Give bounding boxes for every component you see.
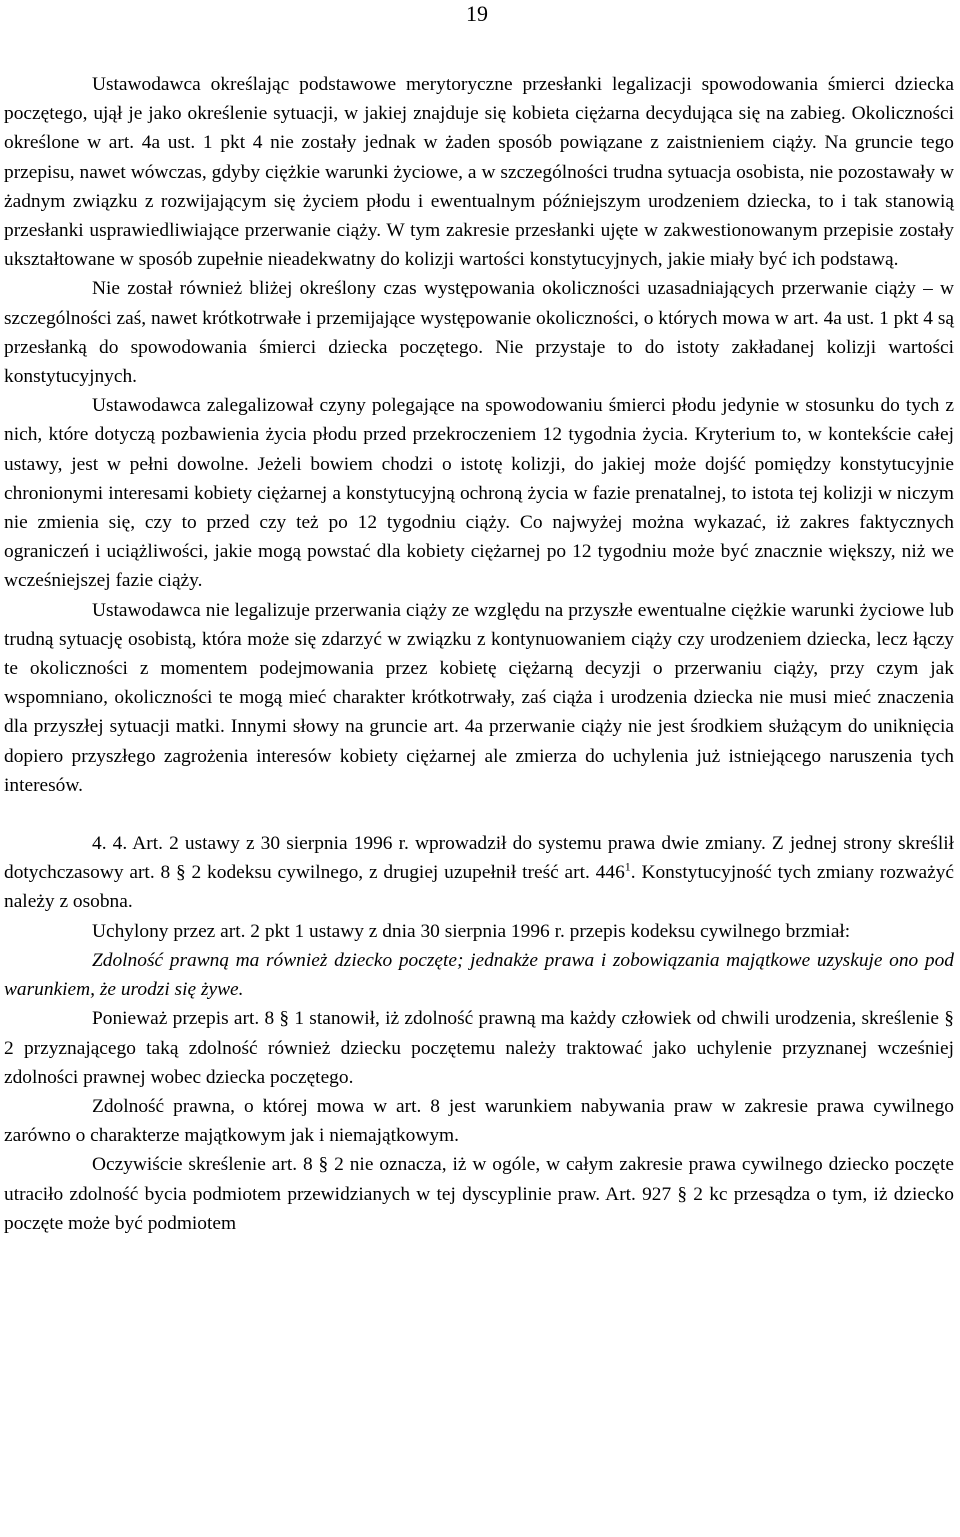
paragraph: Nie został również bliżej określony czas występowania okoliczności uzasadniających przerwanie ciąży – w szczególności zaś, nawet krótkotrwałe i przemijające występowanie okoliczności, o których mowa w art. 4a ust. 1 pkt 4 są przesłanką do spowodowania śmierci dziecka poczętego. Nie przystaje to do istoty zakładanej kolizji wartości konstytucyjnych. xyxy=(4,278,954,388)
section-4-4-text-end: . Konstytucyjność tych zmiany rozważyć należy z osobna. xyxy=(4,862,955,913)
paragraph: Ustawodawca określając podstawowe merytoryczne przesłanki legalizacji spowodowania śmierci dziecka poczętego, ujął je jako określenie sytuacji, w jakiej znajduje się kobieta ciężarna decydująca się na zabieg. Okoliczności określone w art. 4a ust. 1 pkt 4 nie zostały jednak w żaden sposób powiązane z zaistnieniem ciąży. Na gruncie tego przepisu, nawet wówczas, gdyby ciężkie warunki życiowe, a w szczególności trudna sytuacja osobista, nie pozostawały w żadnym związku z rozwijającym się życiem płodu i ewentualnym późniejszym urodzeniem dziecka, to i tak stanowią przesłanki usprawiedliwiające przerwanie ciąży. W tym zakresie przesłanki ujęte w zakwestionowanym przepisie zostały ukształtowane w sposób zupełnie nieadekwatny do kolizji wartości konstytucyjnych, jakie miały być ich podstawą. xyxy=(4,74,954,271)
paragraph: Ustawodawca nie legalizuje przerwania ciąży ze względu na przyszłe ewentualne ciężkie warunki życiowe lub trudną sytuację osobistą, która może się zdarzyć w związku z kontynuowaniem ciąży czy urodzeniem dziecka, lecz łączy te okoliczności z momentem podejmowania przez kobietę ciężarną decyzji o przerwaniu ciąży, przy czym jak wspomniano, okoliczności te mogą mieć charakter krótkotrwały, zaś ciąża i urodzenia dziecka nie musi mieć znaczenia dla przyszłej sytuacji matki. Innymi słowy na gruncie art. 4a przerwanie ciąży nie jest środkiem służącym do uniknięcia dopiero przyszłego zagrożenia interesów kobiety ciężarnej ale zmierza do uchylenia już istniejącego naruszenia tych interesów. xyxy=(4,599,954,796)
paragraph: Uchylony przez art. 2 pkt 1 ustawy z dnia 30 sierpnia 1996 r. przepis kodeksu cywilnego brzmiał: xyxy=(92,920,851,942)
quoted-provision: Zdolność prawną ma również dziecko poczęte; jednakże prawa i zobowiązania majątkowe uzyskuje ono pod warunkiem, że urodzi się żywe. xyxy=(4,949,954,1001)
document-body xyxy=(4,70,954,1238)
paragraph: Ponieważ przepis art. 8 § 1 stanowił, iż zdolność prawną ma każdy człowiek od chwili urodzenia, skreślenie § 2 przyznającego taką zdolność również dziecku poczętemu należy traktować jako uchylenie przyznanej wcześniej zdolności prawnej wobec dziecka poczętego. xyxy=(4,1008,954,1088)
paragraph: Zdolność prawna, o której mowa w art. 8 jest warunkiem nabywania praw w zakresie prawa cywilnego zarówno o charakterze majątkowym jak i niemajątkowym. xyxy=(4,1095,954,1147)
section-gap xyxy=(4,800,954,829)
paragraph: Ustawodawca zalegalizował czyny polegające na spowodowaniu śmierci płodu jedynie w stosunku do tych z nich, które dotyczą pozbawienia życia płodu przed przekroczeniem 12 tygodnia życia. Kryterium to, w kontekście całej ustawy, jest w pełni dowolne. Jeżeli bowiem chodzi o istotę kolizji, do jakiej może dojść pomiędzy konstytucyjnie chronionymi interesami kobiety ciężarnej a konstytucyjną ochroną życia w fazie prenatalnej, to istota tej kolizji w niczym nie zmienia się, czy to przed czy też po 12 tygodniu ciąży. Co najwyżej można wykazać, iż zakres faktycznych ograniczeń i uciążliwości, jakie mogą powstać dla kobiety ciężarnej po 12 tygodniu może być znacznie większy, niż we wcześniejszej fazie ciąży. xyxy=(4,395,954,592)
section-4-4-text: 4. 4. Art. 2 ustawy z 30 sierpnia 1996 r. wprowadził do systemu prawa dwie zmiany. Z jednej strony skreślił dotychczasowy art. 8 § 2 kodeksu cywilnego, z drugiej uzupełnił treść art. 446 xyxy=(4,833,954,884)
section-4-4-paragraph xyxy=(4,829,954,917)
page-number: 19 xyxy=(466,1,488,26)
superscript: 1 xyxy=(624,859,631,874)
paragraph: Oczywiście skreślenie art. 8 § 2 nie oznacza, iż w ogóle, w całym zakresie prawa cywilnego dziecko poczęte utraciło zdolność bycia podmiotem przewidzianych w tej dyscyplinie praw. Art. 927 § 2 kc przesądza o tym, iż dziecko poczęte może być podmiotem xyxy=(4,1154,954,1234)
